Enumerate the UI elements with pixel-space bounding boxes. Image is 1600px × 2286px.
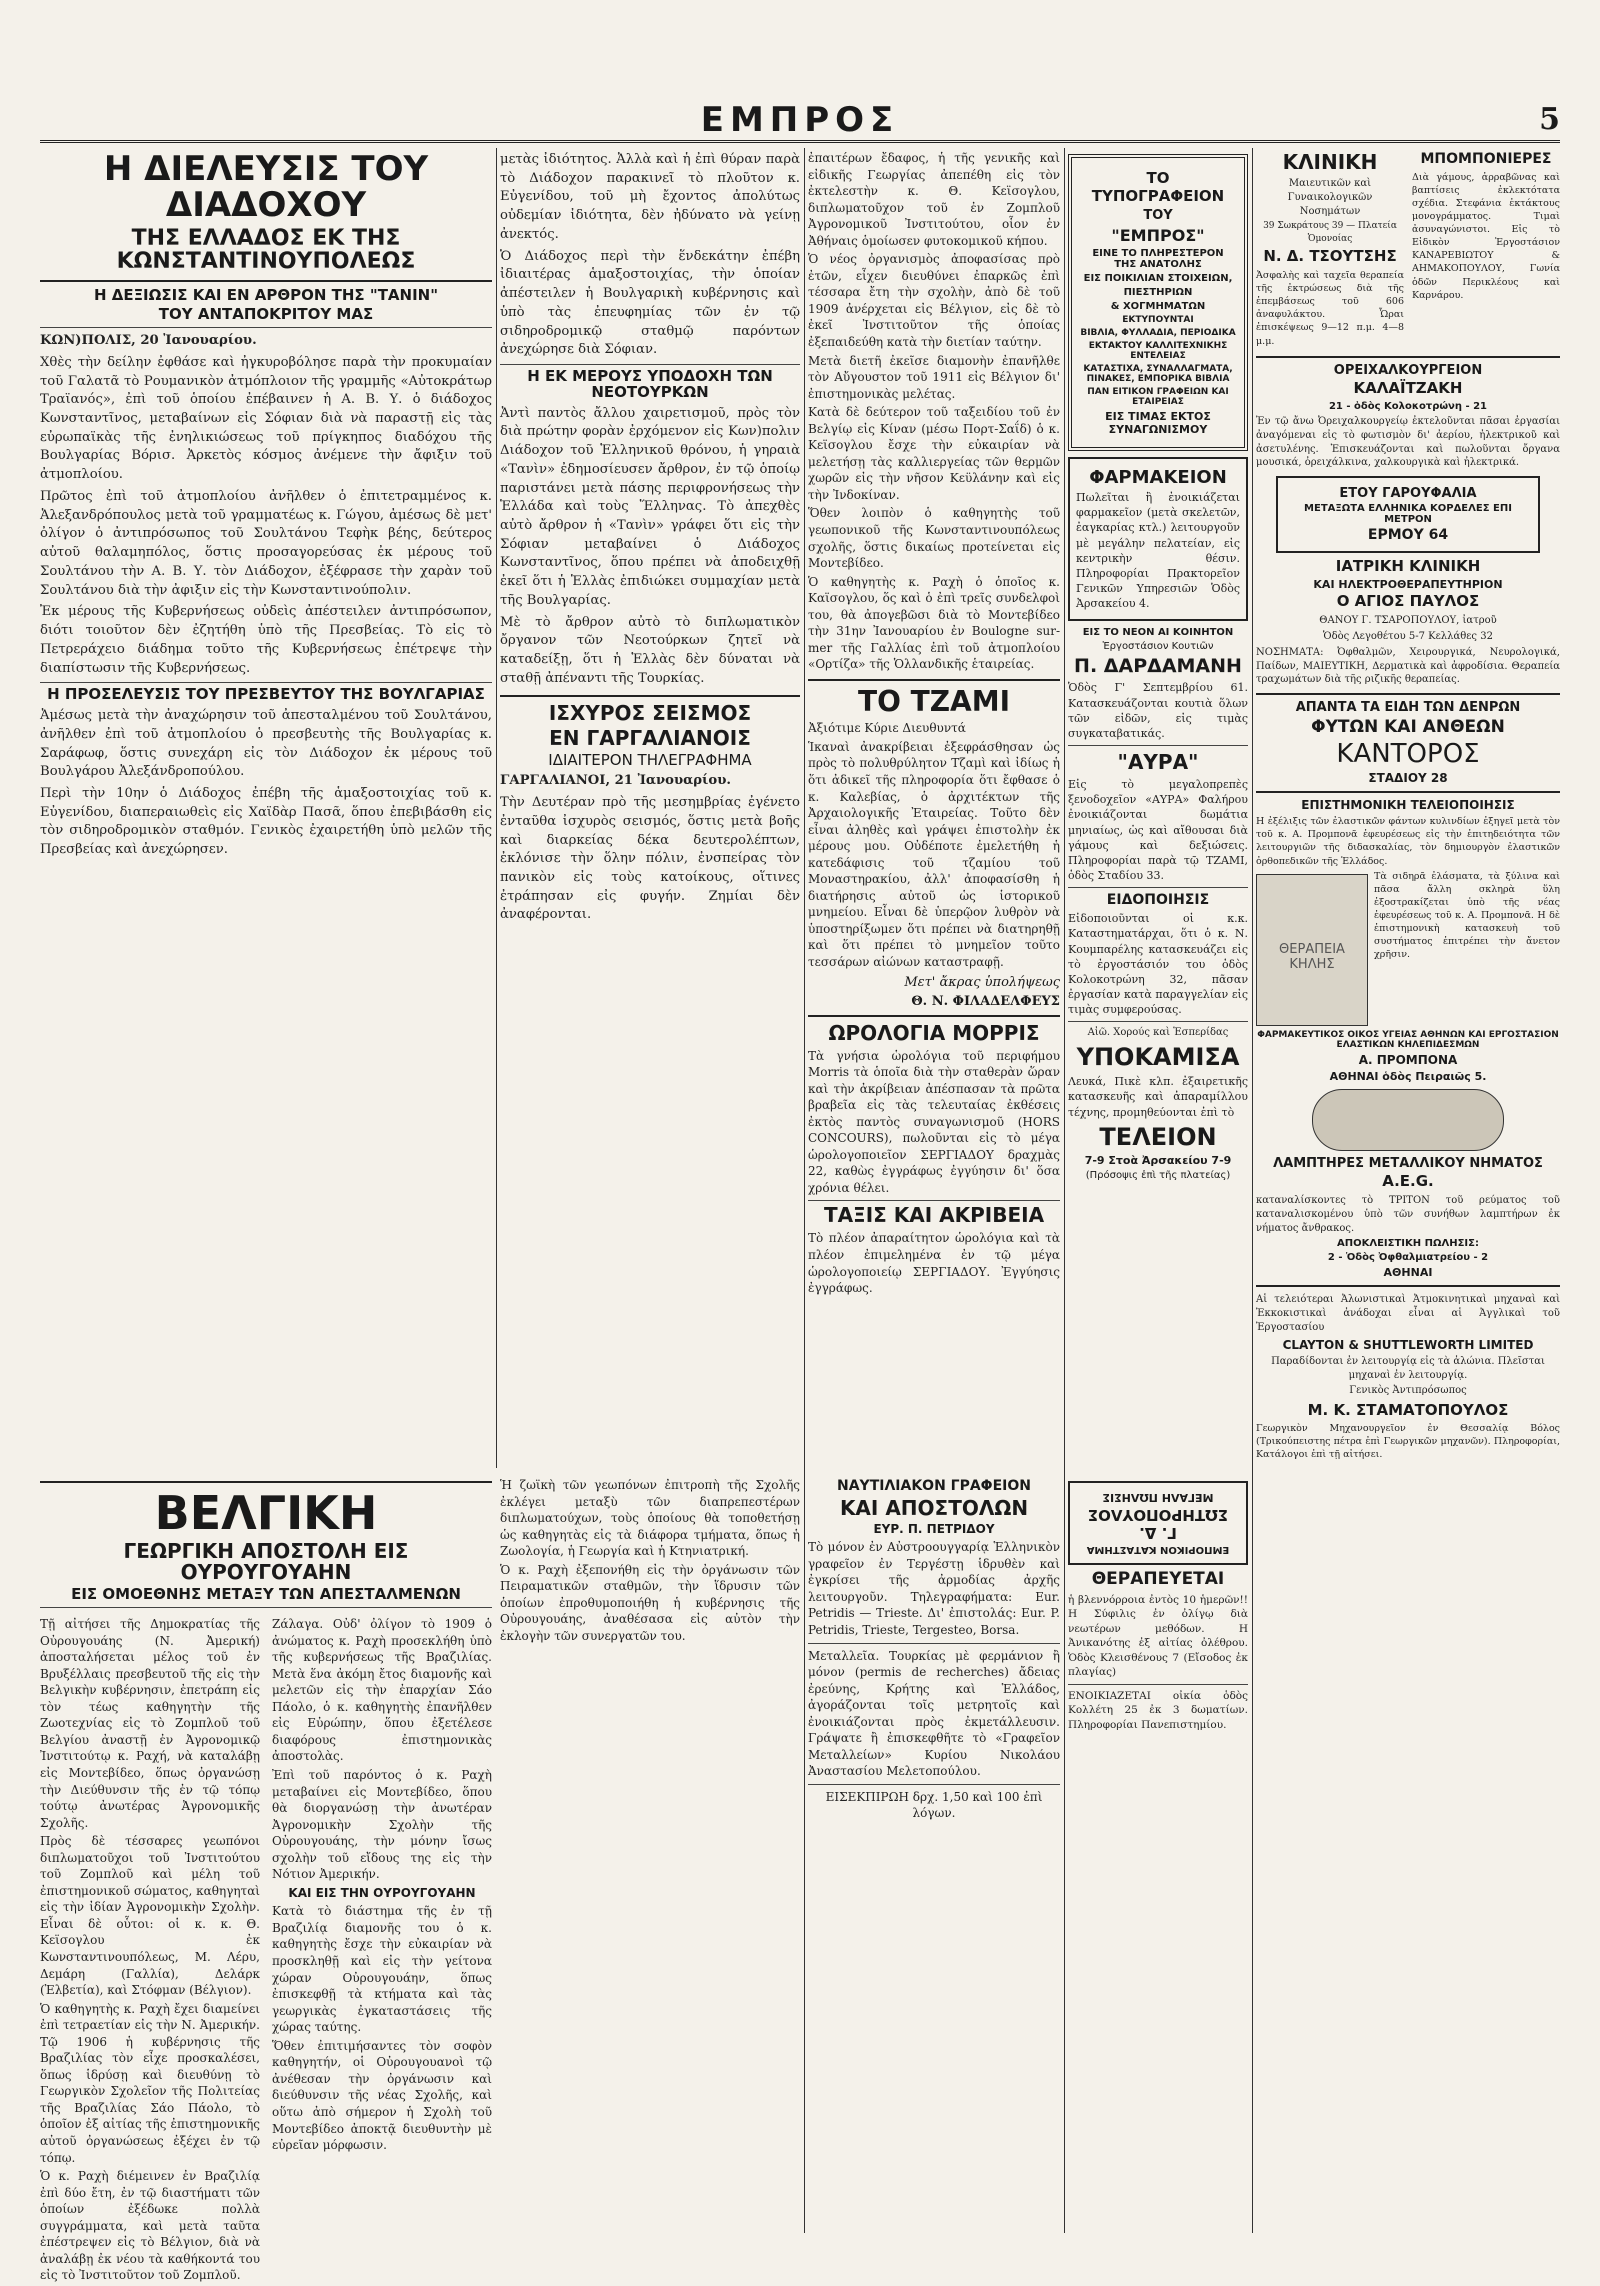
letter-signature: Θ. Ν. ΦΙΛΑΔΕΛΦΕΥΣ	[911, 993, 1060, 1009]
brass-ad-title: ΟΡΕΙΧΑΛΚΟΥΡΓΕΙΟΝ	[1333, 362, 1483, 378]
rent-ad: ΕΝΟΙΚΙΑΖΕΤΑΙ οἰκία ὁδὸς Κολλέτη 25 ἐκ 3 δωματίων. Πληροφορίαι Πανεπιστημίου.	[1068, 1689, 1248, 1731]
ad-title: ΕΙΔΟΠΟΙΗΣΙΣ	[1106, 892, 1210, 909]
doctor-ad-body: Ἀσφαλὴς καὶ ταχεῖα θεραπεία τῆς ἐκτρώσεως διὰ τῆς ἐπεμβάσεως τοῦ 606 ἀναφυλάκτου. Ὧραι ἐπισκέψεως 9—12 π.μ. 4—8 μ.μ.	[1256, 269, 1404, 347]
letter-salutation: Ἀξιότιμε Κύριε Διευθυντά	[808, 721, 966, 736]
truss-ad-name: Α. ΠΡΟΜΠΟΝΑ	[1358, 1052, 1458, 1067]
thresher-ad-note: Παραδίδονται ἐν λειτουργίᾳ εἰς τὰ ἁλώνια. Πλεῖσται μηχαναὶ ἐν λειτουργίᾳ.	[1271, 1355, 1545, 1381]
truss-ad-firm: ΦΑΡΜΑΚΕΥΤΙΚΟΣ ΟΙΚΟΣ ΥΓΕΙΑΣ ΑΘΗΝΩΝ ΚΑΙ ΕΡΓΟΣΤΑΣΙΟΝ ΕΛΑΣΤΙΚΩΝ ΚΗΛΕΠΙΔΕΣΜΩΝ	[1257, 1029, 1559, 1050]
sweets-ad-body: Διὰ γάμους, ἀρραβῶνας καὶ βαπτίσεις ἐκλεκτότατα σχέδια. Στεφάνια ἐκτάκτους μονογράμματος. Τιμαὶ ἀσυναγώνιστοι. Εἰς τὸ Εἰδικὸν Ἐργοστάσιον ΚΑΝΑΡΕΒΙΩΤΟΥ & ΑΗΜΑΚΟΠΟΥΛΟΥ, Γωνία ὁδῶν Περικλέους καὶ Καρνάρου.	[1412, 171, 1560, 301]
ad-title: ΦΑΡΜΑΚΕΙΟΝ	[1089, 467, 1227, 488]
column-3	[808, 148, 1060, 1468]
section-heading: Η ΠΡΟΣΕΛΕΥΣΙΣ ΤΟΥ ΠΡΕΣΒΕΥΤΟΥ ΤΗΣ ΒΟΥΛΓΑΡΙΑΣ	[47, 685, 485, 704]
belgium-headline: ΒΕΛΓΙΚΗ	[154, 1486, 378, 1540]
article-paragraph: Τὴν Δευτέραν πρὸ τῆς μεσημβρίας ἐγένετο ἐνταῦθα ἰσχυρὸς σεισμός, ὅστις μετὰ βοῆς καὶ διαρκείας δέκα δευτερολέπτων, ἐκλόνισε τὴν ὅλην πόλιν, ἐνσπείρας τὸν πανικὸν εἰς τοὺς κατοίκους, οἵτινες ἐτράπησαν εἰς φυγήν. Ζημίαι δὲν ἀναφέρονται.	[500, 795, 800, 923]
brass-ad-address: 21 - ὁδὸς Κολοκοτρώνη - 21	[1328, 401, 1488, 412]
ad-line: Ἐργοστάσιον Κουτιῶν	[1102, 641, 1214, 653]
ad-line: ΕΡΜΟΥ 64	[1367, 527, 1449, 544]
article-paragraph: Ὁ κ. Ραχὴ διέμεινεν ἐν Βραζιλίᾳ ἐπὶ δύο ἔτη, ἐν τῷ διαστήματι τῶν ὁποίων ἐξέδωκε πολλὰ συγγράμματα, καὶ μετὰ ταῦτα ἐπέστρεψεν εἰς τὸ Βέλγιον, διὰ νὰ ἀναλάβῃ ἐκ νέου τὰ καθήκοντά του εἰς τὸ Ἰνστιτοῦτον τοῦ Ζομπλοῦ.	[40, 2169, 260, 2283]
pharmacy-ad	[1068, 457, 1248, 621]
article-paragraph: Πρὸς δὲ τέσσαρες γεωπόνοι διπλωματοῦχοι τοῦ Ἰνστιτούτου τοῦ Ζομπλοῦ καὶ μέλη τοῦ ἐπιστημονικοῦ σώματος, καθηγηταὶ εἰς τὴν ἰδίαν Ἀγρονομικὴν Σχολὴν. Εἶναι δὲ οὗτοι: οἱ κ. κ. Θ. Κεϊσογλου ἐκ Κωνσταντινουπόλεως, Μ. Λέρυ, Δεμάρη (Γαλλία), Δελάρκ (Ἑλβετία), καὶ Στόφμαν (Βέλγιον).	[40, 1834, 260, 1998]
article-paragraph: Κατὰ δὲ δεύτερον τοῦ ταξειδίου τοῦ ἐν Βελγίῳ εἰς Κίναν (μέσω Πορτ-Σαΐδ) ὁ κ. Κεϊσογλου ἔσχε τὴν εὐκαιρίαν νὰ μελετήσῃ τὰς καλλιεργείας τῶν θερμῶν χωρῶν εἰς τὴν νῆσον Κεϋλάνην καὶ εἰς τὴν Ἰνδοκίναν.	[808, 405, 1060, 502]
ad-title: Γ. Δ. ΣΩΤΗΡΟΠΟΥΛΟΣ	[1087, 1506, 1229, 1542]
article-paragraph: Ἐκ μέρους τῆς Κυβερνήσεως οὐδεὶς ἀπέστειλεν ἀντιπρόσωπον, διότι τοιοῦτον δὲν ἐζητήθη ὑπὸ τῆς Πρεσβείας. Τὸ εἰς τὸ Πετρεράχειο διάδημα τοῦτο τῆς Κυβερνήσεως ἐπέτρεψε τὴν διαπίστωσιν τῆς Κυβερνήσεως.	[40, 604, 492, 676]
ad-title: "ΑΥΡΑ"	[1117, 750, 1199, 775]
article-paragraph: Μὲ τὸ ἄρθρον αὐτὸ τὸ διπλωματικὸν ὄργανον τῶν Νεοτούρκων ζητεῖ νὰ καταδείξῃ, ὅτι ἡ Ἑλλὰς δὲν δύναται νὰ σταθῇ ἀπέναντι τῆς Τουρκίας.	[500, 614, 800, 686]
ad-line: ΚΑΤΑΣΤΙΧΑ, ΣΥΝΑΛΛΑΓΜΑΤΑ, ΠΙΝΑΚΕΣ, ΕΜΠΟΡΙΚΑ ΒΙΒΛΙΑ	[1083, 364, 1233, 384]
shipping-ad-title: ΝΑΥΤΙΛΙΑΚΟΝ ΓΡΑΦΕΙΟΝ	[837, 1478, 1031, 1494]
clinic-ad-sub: Μαιευτικῶν καὶ Γυναικολογικῶν Νοσημάτων	[1287, 178, 1373, 217]
truss-ad-address: ΑΘΗΝΑΙ ὁδὸς Πειραιῶς 5.	[1329, 1069, 1487, 1083]
thresher-ad-name: Μ. Κ. ΣΤΑΜΑΤΟΠΟΥΛΟΣ	[1307, 1401, 1509, 1420]
doctor-name: Ν. Δ. ΤΣΟΥΤΣΗΣ	[1263, 247, 1397, 266]
article-paragraph: Ὁ Διάδοχος περὶ τὴν ἕνδεκάτην ἐπέβη ἰδιαιτέρας ἁμαξοστοιχίας, τὴν ὁποίαν ἀπέστειλεν ἡ Βουλγαρικὴ κυβέρνησις καὶ ὑπὸ τὰς ἐπευφημίας τῶν ἐν τῷ σιδηροδρομικῷ σταθμῷ παρόντων ἀνεχώρησε διὰ Σόφιαν.	[500, 248, 800, 358]
ad-body: Ὁδὸς Γ' Σεπτεμβρίου 61. Κατασκευάζονται κουτιὰ ὅλων τῶν εἰδῶν, εἰς τιμὰς συγκαταβατικάς.	[1068, 681, 1248, 740]
article-paragraph: Ἀντὶ παντὸς ἄλλου χαιρετισμοῦ, πρὸς τὸν διὰ πρώτην φορὰν ἐρχόμενον εἰς Κων)πολιν Διάδοχον τοῦ Ἑλληνικοῦ θρόνου, ἡ γηραιὰ «Τανὶν» ἐδημοσίευσεν ἄρθρον, ἐν τῷ ὁποίῳ παριστάνει μετὰ πάσης περιφρονήσεως τὴν Ἑλλάδα καὶ τοὺς Ἕλληνας. Τὸ ἀπεχθὲς αὐτὸ ἄρθρον ἡ «Τανὶν» γράφει ὅτι εἰς τὴν Σόφιαν μεταβαίνει ὁ Διάδοχος Κωνσταντῖνος, ὅπου πρέπει νὰ ἀποδειχθῇ ἐκεῖ ὅτι ἡ Ἑλλὰς ἐπιδιώκει συμμαχίαν μετὰ τῆς Βουλγαρίας.	[500, 405, 800, 608]
ad-title: Π. ΔΑΡΔΑΜΑΝΗ	[1074, 655, 1242, 678]
headline-main: Η ΔΙΕΛΕΥΣΙΣ ΤΟΥ ΔΙΑΔΟΧΟΥ	[103, 149, 429, 225]
section-heading: ΚΑΙ ΕΙΣ ΤΗΝ ΟΥΡΟΥΓΟΥΑΗΝ	[288, 1885, 476, 1900]
article-paragraph: Ὁ καθηγητὴς κ. Ραχὴ ἔχει διαμείνει ἐπὶ τετραετίαν εἰς τὴν Ν. Ἀμερικήν. Τῷ 1906 ἡ κυβέρνησις τῆς Βραζιλίας τὸν εἶχε προσκαλέσει, ὅπως ἱδρύσῃ καὶ διευθύνῃ τὸ Γεωργικὸν Σχολεῖον τῆς Πολιτείας τῆς Βραζιλίας Σάο Πάολο, τὸ ὁποῖον ἐξ αἰτίας τῆς ἐπιστημονικῆς αὐτοῦ ὀργανώσεως ἐξέχει ἐν τῷ τόπῳ.	[40, 2001, 260, 2165]
ad-line: Αἰῶ. Χορούς καὶ Ἑσπερίδας	[1087, 1027, 1229, 1039]
medical-ad-address: Ὁδὸς Λεγοθέτου 5-7 Κελλάθες 32	[1323, 631, 1493, 643]
printing-house-ad	[1068, 154, 1248, 451]
order-ad-body: Τὸ πλέον ἀπαραίτητον ὡρολόγια καὶ τὰ πλέον ἐπιμελημένα ἐν τῷ μέγα ὡρολογοποιείῳ ΣΕΡΓΙΑΔΟΥ. Ἐγγύησις ἐγγράφως.	[808, 1231, 1060, 1296]
mines-ad-body: Μεταλλεῖα. Τουρκίας μὲ φερμάνιον ἢ μόνον (permis de recherches) ἄδειας ἐρεύνης, Κρήτης καὶ Ἑλλάδος, ἀγοράζονται τοῖς μετρητοῖς καὶ ἐνοικιάζονται πρὸς ἐκμετάλλευσιν. Γράψατε ἢ ἐπισκεφθῆτε τὸ «Γραφεῖον Μεταλλείων» Κυρίου Νικολάου Ἀναστασίου Μελετοπούλου.	[808, 1648, 1060, 1779]
lamp-ad-sales: ΑΠΟΚΛΕΙΣΤΙΚΗ ΠΩΛΗΣΙΣ:	[1337, 1238, 1479, 1250]
belgium-article	[40, 1475, 492, 2283]
ad-body: Εἰς τὸ μεγαλοπρεπὲς ξενοδοχεῖον «ΑΥΡΑ» Φαλήρου ἐνοικιάζονται δωμάτια μηνιαίως, ὡς καὶ αἴθουσαι διὰ γάμους καὶ δεξιώσεις. Πληροφορίαι παρὰ τῷ ΤΖΑΜΙ, ὁδὸς Σταδίου 33.	[1068, 778, 1248, 883]
medical-ad-name: Ο ΑΓΙΟΣ ΠΑΥΛΟΣ	[1336, 592, 1480, 611]
thresher-ad-address: Γεωργικὸν Μηχανουργεῖον ἐν Θεσσαλίᾳ Βόλος (Τρικούπειστης πέτρα ἐπὶ Γεωργικῶν μηχανῶν). Πληροφορίαι, Κατάλογοι ἐπὶ τῇ αἰτήσει.	[1256, 1423, 1560, 1461]
article-paragraph: Πρῶτος ἐπὶ τοῦ ἀτμοπλοίου ἀνῆλθεν ὁ ἐπιτετραμμένος κ. Ἀλεξανδρόπουλος μετὰ τοῦ γραμματέως κ. Γώγου, ἀμέσως δὲ μετ' ὀλίγον ὁ ἀντιπρόσωπος τοῦ Σουλτάνου Τεφὴκ βέης, δεύτερος αὐτοῦ θαλαμηπόλος, ὅστις προσαγορεύσας ἐκ μέρους τοῦ Σουλτάνου τὴν Α. Β. Υ. τὸν Διάδοχον, ἐξέφρασε τὴν χαρὰν τοῦ Σουλτάνου διὰ τὴν ἀφιξιν εἰς τὴν Κωνσταντινούπολιν.	[40, 488, 492, 598]
article-paragraph: Ἀμέσως μετὰ τὴν ἀναχώρησιν τοῦ ἀπεσταλμένου τοῦ Σουλτάνου, ἀνῆλθεν ἐπὶ τοῦ ἀτμοπλοίου ὁ πρεσβευτὴς τῆς Βουλγαρίας κ. Σαράφωφ, ὅστις συνεχάρη εἰς τὸν Διάδοχον ἐκ μέρους τοῦ Βουλγάρου Ἀλεξάνδροπούλου.	[40, 708, 492, 780]
column-4-lower	[1068, 1475, 1248, 2235]
column-2	[500, 148, 800, 1468]
article-paragraph: Ὅθεν ἐπιτιμήσαντες τὸν σοφὸν καθηγητήν, οἱ Οὐρουγουανοὶ τῷ ἀνέθεσαν τὴν ὀργάνωσιν καὶ διεύθυνσιν τῆς νέας Σχολῆς, καὶ οὕτω ἀπὸ σήμερον ἡ Σχολὴ τοῦ Μοντεβίδεο ἀποκτᾷ διευθυντὴν μὲ εὐρεῖαν μόρφωσιν.	[272, 2038, 492, 2153]
ad-line: & ΧΟΓΜΗΜΑΤΩΝ	[1110, 301, 1206, 312]
letter-signoff: Μετ' ἄκρας ὑπολήψεως	[904, 974, 1060, 990]
brass-ad-body: Ἐν τῷ ἄνω Ὀρειχαλκουργείῳ ἐκτελοῦνται πᾶσαι ἐργασίαι ἀναγόμεναι εἰς τὸ φωτισμὸν δι' ἀερίου, ἠλεκτρικοῦ καὶ ἀσετυλένης. Ἐπισκευάζονται καὶ πωλοῦνται ὄργανα μουσικά, ὀρειχάλκινα, χαλκουργικὰ καὶ ἠλεκτρικά.	[1256, 416, 1560, 469]
brass-ad-name: ΚΑΛΑΪΤΖΑΚΗ	[1353, 379, 1463, 398]
lamp-ad-address: 2 - Ὁδὸς Ὀφθαλμιατρείου - 2	[1327, 1252, 1489, 1264]
ad-line: "ΕΜΠΡΟΣ"	[1111, 226, 1205, 245]
article-paragraph: Χθὲς τὴν δείλην ἐφθάσε καὶ ἠγκυροβόλησε παρὰ τὴν προκυμαίαν τοῦ Γαλατᾶ τὸ Ρουμανικὸν ἀτμόπλοιον τῆς γραμμῆς «Αὐτοκράτωρ Τραϊανός», ἐπὶ τοῦ ὁποίου ἐπέβαινεν ἡ Α. Β. Υ. ὁ διάδοχος Κωνσταντῖνος, μεταβαίνων εἰς Σόφιαν διὰ νὰ παραστῇ εἰς τὰς εὐρωπαϊκὰς τῆς ἐνηλικιώσεως τοῦ πρίγκηπος διαδόχου τῆς Βουλγαρίας Βόρισ. Ἀρκετὸς κόσμος ἀνέμενε τὴν ἄφιξιν τοῦ ἀτμοπλοίου.	[40, 354, 492, 483]
ad-line: ΕΙΣ ΤΙΜΑΣ ΕΚΤΟΣ ΣΥΝΑΓΩΝΙΣΜΟΥ	[1105, 410, 1211, 436]
telegram-label: ΙΔΙΑΙΤΕΡΟΝ ΤΗΛΕΓΡΑΦΗΜΑ	[548, 750, 752, 769]
article-paragraph: Ἡ ζωϊκὴ τῶν γεωπόνων ἐπιτροπὴ τῆς Σχολῆς ἐκλέγει μεταξὺ τῶν διαπρεπεστέρων διπλωματούχων, τοὺς ὁποίους θὰ τοποθετήσῃ ὡς καθηγητὰς εἰς τὰ διάφορα τμήματα, ὅπως ἡ Ζωολογία, ἡ Γεωργία καὶ ἡ Κτηνιατρική.	[500, 1478, 800, 1559]
ad-line: ΜΕΓΑΛΗ ΠΩΛΗΣΙΣ	[1102, 1491, 1214, 1504]
column-4	[1068, 148, 1248, 1468]
truss-ad-illustration-caption: ΘΕΡΑΠΕΙΑ ΚΗΛΗΣ	[1279, 942, 1345, 973]
ad-line: ΤΟΥ	[1143, 208, 1173, 223]
ad-title: ΕΤΟΥ ΓΑΡΟΥΦΑΛΙΑ	[1339, 486, 1477, 502]
ad-title: ΕΙΣ ΤΟ ΝΕΟΝ ΑΙ ΚΟΙΝΗΤΟΝ	[1082, 627, 1234, 639]
article-paragraph: Ζάλαγα. Οὐδ' ὀλίγον τὸ 1909 ὁ ἀνώματος κ. Ραχὴ προσεκλήθη ὑπὸ τῆς κυβερνήσεως τῆς Βραζιλίας. Μετὰ ἕνα ἀκόμη ἔτος διαμονῆς καὶ μελετῶν εἰς τὴν ἐπαρχίαν Σάο Πάολο, ὁ κ. καθηγητὴς ἐπανῆλθεν εἰς Εὐρώπην, ὅπου ἐξετέλεσε διαφόρους ἐπιστημονικὰς ἀποστολὰς.	[272, 1617, 492, 1764]
column-5	[1256, 148, 1560, 2233]
thresher-ad-agent: Γενικὸς Ἀντιπρόσωπος	[1349, 1385, 1467, 1397]
byline: ΤΟΥ ΑΝΤΑΠΟΚΡΙΤΟΥ ΜΑΣ	[158, 305, 374, 324]
ad-title: ΥΠΟΚΑΜΙΣΑ	[1076, 1043, 1240, 1072]
sweets-ad-title: ΜΠΟΜΠΟΝΙΕΡΕΣ	[1420, 151, 1552, 167]
ad-title: ΤΕΛΕΙΟΝ	[1099, 1122, 1217, 1151]
article-paragraph: Ἐπὶ τοῦ παρόντος ὁ κ. Ραχὴ μεταβαίνει εἰς Μοντεβίδεο, ὅπου θὰ διοργανώσῃ τὴν ἀνωτέραν Ἀγρονομικὴν Σχολὴν τῆς Οὐρουγουάης, τὴν μόνην ἴσως σχολὴν τοῦ εἴδους της εἰς τὴν Νότιον Ἀμερικήν.	[272, 1767, 492, 1882]
article-paragraph: Ὅθεν λοιπὸν ὁ καθηγητὴς τοῦ γεωπονικοῦ τῆς Κωνσταντινουπόλεως σχολῆς, ὅστις δικαίως προτείνεται εἰς Μοντεβίδεο.	[808, 506, 1060, 571]
truss-ad-body-2: Τὰ σιδηρᾶ ἐλάσματα, τὰ ξύλινα καὶ πᾶσα ἄλλη σκληρὰ ὕλη ἐξοστρακίζεται ὑπὸ τῆς νέας ἐφευρέσεως τοῦ κ. Α. Προμπονᾶ. Η δὲ ἐπιστημονικὴ κατασκευὴ τοῦ συστήματος ἐπιτρέπει τὴν ἄνετον χρῆσιν.	[1374, 870, 1560, 961]
lamp-illustration	[1312, 1089, 1504, 1151]
article-paragraph: Κατὰ τὸ διάστημα τῆς ἐν τῇ Βραζιλίᾳ διαμονῆς του ὁ κ. καθηγητὴς ἔσχε τὴν εὐκαιρίαν νὰ προσκληθῇ καὶ εἰς τὴν γείτονα χώραν Οὐρουγουάην, ὅπως ἐπισκεφθῇ τὰ κτήματα καὶ τὰς γεωργικὰς ἐγκαταστάσεις τῆς χώρας ταύτης.	[272, 1904, 492, 2035]
ad-line: 7-9 Στοὰ Ἀρσακείου 7-9	[1084, 1153, 1232, 1167]
article-paragraph: Ὁ κ. Ραχὴ ἐξεπονήθη εἰς τὴν ὀργάνωσιν τῶν Πειραματικῶν σταθμῶν, τὴν ἵδρυσιν τῶν ὁποίων ἐπροθυμοποιήθη ἡ κυβέρνησις τῆς Οὐρουγουάης, ἀναθέσασα εἰς αὐτὸν τὴν ἐκλογὴν τῶν συνεργατῶν του.	[500, 1562, 800, 1643]
article-paragraph: Μετὰ διετῆ ἐκεῖσε διαμονὴν ἐπανῆλθε τὸν Αὔγουστον τοῦ 1911 εἰς Βέλγιον δι' ἐπιστημονικὰς μελέτας.	[808, 353, 1060, 401]
ad-title: ΤΟ ΤΥΠΟΓΡΑΦΕΙΟΝ	[1091, 169, 1225, 205]
quake-subheadline: ΕΝ ΓΑΡΓΑΛΙΑΝΟΙΣ	[549, 725, 751, 750]
column-rule	[496, 148, 497, 1468]
belgium-subheadline: ΓΕΩΡΓΙΚΗ ΑΠΟΣΤΟΛΗ ΕΙΣ ΟΥΡΟΥΓΟΥΑΗΝ	[123, 1539, 409, 1585]
thresher-ad-body: Αἱ τελειότεραι Ἀλωνιστικαὶ Ἀτμοκινητικαὶ μηχαναὶ καὶ Ἐκκοκιστικαὶ ἀνάδοχαι εἶναι αἱ Ἀγγλικαὶ τοῦ Ἐργοστασίου	[1256, 1294, 1560, 1333]
medical-ad-body: ΝΟΣΗΜΑΤΑ: Ὀφθαλμῶν, Χειρουργικά, Νευρολογικά, Παίδων, ΜΑΙΕΥΤΙΚΗ, Δερματικὰ καὶ ἀφροδίσια. Θεραπεία τραχωμάτων διὰ τῆς ριζικῆς θεραπείας.	[1256, 646, 1560, 686]
ad-line: ΕΙΝΕ ΤΟ ΠΛΗΡΕΣΤΕΡΟΝ ΤΗΣ ΑΝΑΤΟΛΗΣ	[1092, 248, 1224, 270]
shipping-ad-body: Τὸ μόνον ἐν Αὐστροουγγαρίᾳ Ἑλληνικὸν γραφεῖον ἐν Τεργέστῃ ἱδρυθὲν καὶ ἐγκρίσει τῆς ἀρμοδίας ἀρχῆς λειτουργοῦν. Τηλεγραφήματα: Eur. Petridis — Trieste. Δι' ἐπιστολάς: Eur. P. Petridis, Trieste, Tergesteo, Borsa.	[808, 1540, 1060, 1638]
medical-ad-title: ΙΑΤΡΙΚΗ ΚΛΙΝΙΚΗ	[1335, 557, 1481, 576]
truss-ad-illustration	[1256, 874, 1368, 1026]
lamp-ad-city: ΑΘΗΝΑΙ	[1383, 1266, 1433, 1280]
article-paragraph: Ὁ νέος ὀργανισμὸς ἀποφασίσας πρὸ ἐτῶν, εἶχεν διευθύνει ἐπαρκῶς ἐπὶ τέσσαρα ἔτη τὴν σχολὴν, ἀπὸ δὲ τοῦ 1909 ἀνέρχεται εἰς Βέλγιον, εἰς δὲ τὸ ἐκεῖ Ἰνστιτοῦτον τῆς ὁποίας ἐξεπαιδεύθη κατὰ τὴν διετίαν ταύτην.	[808, 252, 1060, 350]
section-heading: Η ΕΚ ΜΕΡΟΥΣ ΥΠΟΔΟΧΗ ΤΩΝ ΝΕΟΤΟΥΡΚΩΝ	[527, 367, 773, 401]
shipping-ad-name: ΕΥΡ. Π. ΠΕΤΡΙΔΟΥ	[873, 1521, 995, 1536]
nursery-ad-name: ΚΑΝΤΟΡΟΣ	[1336, 738, 1480, 769]
bottom-section	[40, 1475, 1248, 2283]
ad-body: Λευκά, Πικὲ κλπ. ἐξαιρετικῆς κατασκευῆς καὶ ἀπαραμίλλου τέχνης, προμηθεύονται ἐπὶ τὸ	[1068, 1075, 1248, 1119]
nursery-ad-address: ΣΤΑΔΙΟΥ 28	[1368, 771, 1448, 785]
medical-ad-doctor: ΘΑΝΟΥ Γ. ΤΣΑΡΟΠΟΥΛΟΥ, ἰατροῦ	[1319, 615, 1497, 627]
belgium-article-continued	[500, 1475, 800, 2235]
shipping-ad-sub: ΚΑΙ ΑΠΟΣΤΟΛΩΝ	[839, 1495, 1029, 1520]
column-1	[40, 148, 492, 1468]
dateline: ΓΑΡΓΑΛΙΑΝΟΙ, 21 Ἰανουαρίου.	[500, 773, 731, 789]
masthead	[40, 100, 1560, 143]
page-number: 5	[1539, 102, 1560, 137]
ad-line: ΕΙΣ ΠΟΙΚΙΛΙΑΝ ΣΤΟΙΧΕΙΩΝ,	[1083, 273, 1233, 284]
cure-ad-body: ἡ βλεννόρροια ἐντὸς 10 ἡμερῶν!! Η Σύφιλις ἐν ὀλίγῳ διὰ νεωτέρων μεθόδων. Η Ἀνικανότης ἐξ αἰτίας ὀλέθρου. Ὁδὸς Κλεισθένους 7 (Εἴσοδος ἐκ πλαγίας)	[1068, 1593, 1248, 1679]
clinic-ad-address: 39 Σωκράτους 39 — Πλατεία Ὁμονοίας	[1263, 221, 1397, 244]
lamp-ad-brand: A.E.G.	[1382, 1172, 1434, 1191]
newspaper-title: ΕΜΠΡΟΣ	[700, 100, 900, 140]
cure-ad-title: ΘΕΡΑΠΕΥΕΤΑΙ	[1091, 1569, 1225, 1589]
ad-body: Πωλεῖται ἢ ἐνοικιάζεται φαρμακεῖον (μετὰ σκελετῶν, ἐαγκαρίας κτλ.) λειτουργοῦν μὲ μεγάλην πελατείαν, εἰς κεντρικὴν θέσιν. Πληροφορίαι Πρακτορεῖον Γενικῶν Υπηρεσιῶν Ὁδὸς Ἀρσακείου 4.	[1076, 491, 1240, 611]
subheadline: Η ΔΕΞΙΩΣΙΣ ΚΑΙ ΕΝ ΑΡΘΡΟΝ ΤΗΣ "ΤΑΝΙΝ"	[93, 285, 439, 304]
ad-body: Εἰδοποιοῦνται οἱ κ.κ. Καταστηματάρχαι, ὅτι ὁ κ. Ν. Κουμπαρέλης κατασκευάζει εἰς τὸ ἐργοστάσιόν του ὁδὸς Κολοκοτρώνη 32, πᾶσαν ἐργασίαν κατὰ παραγγελίαν εἰς τιμὰς συμφερούσας.	[1068, 912, 1248, 1017]
column-rule	[1252, 148, 1253, 2233]
shipping-office-ad	[808, 1475, 1060, 2235]
belgium-deck: ΕΙΣ ΟΜΟΕΘΝΗΣ ΜΕΤΑΞΥ ΤΩΝ ΑΠΕΣΤΑΛΜΕΝΩΝ	[71, 1585, 461, 1604]
nursery-ad-line-2: ΦΥΤΩΝ ΚΑΙ ΑΝΘΕΩΝ	[1311, 716, 1505, 737]
article-paragraph: Ὁ καθηγητὴς κ. Ραχὴ ὁ ὁποῖος κ. Καϊσογλου, ὅς καὶ ὁ ἐπὶ τρεῖς συνδελφοὶ του, θὰ ἀπογεβῶσι διὰ τὸ Μοντεβίδεο τὴν 31ην Ἰανουαρίου ἐν Boulogne sur-mer τῆς Γαλλίας ἐπὶ τοῦ ἀτμοπλοίου «Ορτίζα» τῆς Ὁλλανδικῆς ἑταιρείας.	[808, 574, 1060, 672]
clinic-ad-title: ΚΛΙΝΙΚΗ	[1282, 150, 1378, 174]
letter-body: Ἱκαναὶ ἀνακρίβειαι ἐξεφράσθησαν ὡς πρὸς τὸ πολυθρύλητον Τζαμὶ καὶ ἰδίως ἡ ὅτι ἀδικεῖ τῆς πληροφορία ὅτι ἔφθασε ὁ κ. Καλεβίας, ὁ ἀρχιτέκτων τῆς Ἀρχαιολογικῆς Ἐταιρείας. Τοῦτο δὲν εἶναι ἀληθὲς καὶ γράψει ἐπιστολὴν ἐκ μέρους μου. Οὐδέποτε ἐμελετήθη ἡ κατεδάφισις τοῦ τζαμίου τοῦ Μοναστηρακίου, ἀλλ' ἀποφασίσθη ἡ διατήρησις αὐτοῦ ὡς ἱστορικοῦ μνημείου. Εἶναι δὲ ὑπερῷον λυθρὸν νὰ ὑποστηρίξωμεν ὅτι πρέπει νὰ διατηρηθῇ καὶ ὅτι πρέπει τὸ μνημεῖον τοῦτο τεσσάρων αἰώνων καταστραφῇ.	[808, 739, 1060, 969]
upside-down-ad	[1068, 1481, 1248, 1565]
article-paragraph: ἐπαιτέρων ἔδαφος, ἡ τῆς γενικῆς καὶ εἰδικῆς Γεωργίας ἀπεπέθη εἰς τὸν ἐκτελεστὴν κ. Θ. Κεϊσογλου, διπλωματοῦχον τοῦ ἐν Ζομπλοῦ Ἀγρονομικοῦ Ἰνστιτούτου, οἷον ἐν Ἀθήναις ὁμοίωσεν φυτοκομικοῦ κήπου.	[808, 151, 1060, 248]
article-paragraph: μετὰς ἰδιότητος. Ἀλλὰ καὶ ἡ ἐπὶ θύραν παρὰ τὸ Διάδοχον παρακινεῖ τὸ πλοῦτον κ. Εὐγενίδου, τοῦ μὴ ἔχοντος ἀπολύτως οὐδεμίαν ἰδιότητα, δὲν ἠδύνατο νὰ γείνῃ ἀνεκτός.	[500, 152, 800, 242]
ad-line: ΜΕΤΑΞΩΤΑ ΕΛΛΗΝΙΚΑ ΚΟΡΔΕΛΕΣ ΕΠΙ ΜΕΤΡΟΝ	[1304, 503, 1512, 526]
medical-ad-sub: ΚΑΙ ΗΛΕΚΤΡΟΘΕΡΑΠΕΥΤΗΡΙΟΝ	[1313, 577, 1503, 591]
watch-ad-body: Τὰ γνήσια ὡρολόγια τοῦ περιφήμου Morris τὰ ὁποῖα διὰ τὴν σταθερὰν ὥραν καὶ τὴν ἀκρίβειαν ἀπέσπασαν τὰ πρῶτα βραβεῖα εἰς τὰς τελευταίας ἐκθέσεις ἐκτὸς παντὸς συναγωνισμοῦ (HORS CONCOURS), πωλοῦνται εἰς τὸ μέγα ὡρολογοποιεῖον ΣΕΡΓΙΑΔΟΥ δραχμὰς 22, καθὼς ἐγγράφως ἐγγύησιν δι' ὅσα χρόνια θέλει.	[808, 1048, 1060, 1195]
ad-line: ΕΜΠΟΡΙΚΟΝ ΚΑΤΑΣΤΗΜΑ	[1086, 1544, 1230, 1555]
watch-ad-headline: ΩΡΟΛΟΓΙΑ ΜΟΡΡΙΣ	[828, 1020, 1040, 1045]
subscription-note: ΕΙΣΕΚΠΙΡΩΗ δρχ. 1,50 καὶ 100 ἐπὶ λόγων.	[825, 1789, 1043, 1821]
order-ad-headline: ΤΑΞΙΣ ΚΑΙ ΑΚΡΙΒΕΙΑ	[823, 1203, 1045, 1228]
article-paragraph: Τῇ αἰτήσει τῆς Δημοκρατίας τῆς Οὐρουγουάης (Ν. Ἀμερική) ἀποσταλήσεται μέλος τοῦ ἐν Βρυξέλλαις πρεσβευτοῦ τῆς εἰς τὴν Βελγικὴν κυβέρνησιν, ἐπετράπη εἰς τὸν τέως καθηγητὴν τῆς Ζωοτεχνίας εἰς τὸ Ζομπλοῦ τοῦ Βελγίου ἀναστῇ ἐν Ἀγρονομικῷ Ἰνστιτούτῳ κ. Ραχή, νὰ καταλάβῃ εἰς Μοντεβίδεο, ὅπως ὀργανώσῃ τὴν Διεύθυνσιν τῆς ἐν τῷ τόπῳ τούτῳ ἀνωτέρας Ἀγρονομικῆς Σχολῆς.	[40, 1617, 260, 1830]
truss-ad-title: ΕΠΙΣΤΗΜΟΝΙΚΗ ΤΕΛΕΙΟΠΟΙΗΣΙΣ	[1301, 797, 1515, 812]
article-paragraph: Περὶ τὴν 10ην ὁ Διάδοχος ἐπέβη τῆς ἁμαξοστοιχίας τοῦ κ. Εὐγενίδου, διαπεραιωθεὶς εἰς Χαϊδὰρ Πασᾶ, ὅπου ἐπεβιβάσθη εἰς τὸν σιδηροδρομικὸν σταθμόν. Γενικὸς ἐχαιρετήθη ὑπὸ μελῶν τῆς Πρεσβείας καὶ ἀνεχώρησεν.	[40, 785, 492, 858]
lamp-ad-body: καταναλίσκοντες τὸ ΤΡΙΤΟΝ τοῦ ρεύματος τοῦ καταναλισκομένου ὑπὸ τῶν συνήθων λαμπτήρων ἐκ νήματος ἄνθρακος.	[1256, 1195, 1560, 1234]
truss-ad-body: Η ἐξέλιξις τῶν ἐλαστικῶν φάντων κυλινδίων ἐξηγεῖ μετὰ τὸν τοῦ κ. Α. Προμπονᾶ ἐφευρέσεως εἰς τὴν ἐπιτηδειότητα τῶν λειτουργιῶν τῆς διδασκαλίας, τὸν δημιουργὸν ἐλαστικῶν ὀρθοπεδικῶν τῆς Ἑλλάδος.	[1256, 816, 1560, 867]
headline-secondary: ΤΗΣ ΕΛΛΑΔΟΣ ΕΚ ΤΗΣ ΚΩΝΣΤΑΝΤΙΝΟΥΠΟΛΕΩΣ	[116, 226, 416, 275]
nursery-ad-line-1: ΑΠΑΝΤΑ ΤΑ ΕΙΔΗ ΤΩΝ ΔΕΝΡΩΝ	[1295, 700, 1521, 716]
thresher-ad-firm: CLAYTON & SHUTTLEWORTH LIMITED	[1282, 1337, 1534, 1352]
ribbon-ad	[1276, 476, 1540, 553]
ad-line: ΠΑΝ ΕΙΤΙΚΟΝ ΓΡΑΦΕΙΩΝ ΚΑΙ ΕΤΑΙΡΕΙΑΣ	[1087, 387, 1229, 407]
ad-line: (Πρόσοψις ἐπὶ τῆς πλατείας)	[1085, 1169, 1231, 1181]
dateline: ΚΩΝ)ΠΟΛΙΣ, 20 Ἰανουαρίου.	[40, 333, 257, 349]
ad-line: ΠΙΕΣΤΗΡΙΩΝ	[1123, 287, 1193, 298]
ad-line: ΒΙΒΛΙΑ, ΦΥΛΛΑΔΙΑ, ΠΕΡΙΟΔΙΚΑ	[1080, 328, 1236, 338]
ad-line: ΕΚΤΥΠΟΥΝΤΑΙ	[1122, 315, 1194, 325]
quake-headline: ΙΣΧΥΡΟΣ ΣΕΙΣΜΟΣ	[548, 700, 752, 725]
ad-line: ΕΚΤΑΚΤΟΥ ΚΑΛΛΙΤΕΧΝΙΚΗΣ ΕΝΤΕΛΕΙΑΣ	[1088, 341, 1228, 361]
lamp-ad-title: ΛΑΜΠΤΗΡΕΣ ΜΕΤΑΛΛΙΚΟΥ ΝΗΜΑΤΟΣ	[1273, 1155, 1543, 1171]
tzami-headline: ΤΟ ΤΖΑΜΙ	[857, 684, 1010, 718]
